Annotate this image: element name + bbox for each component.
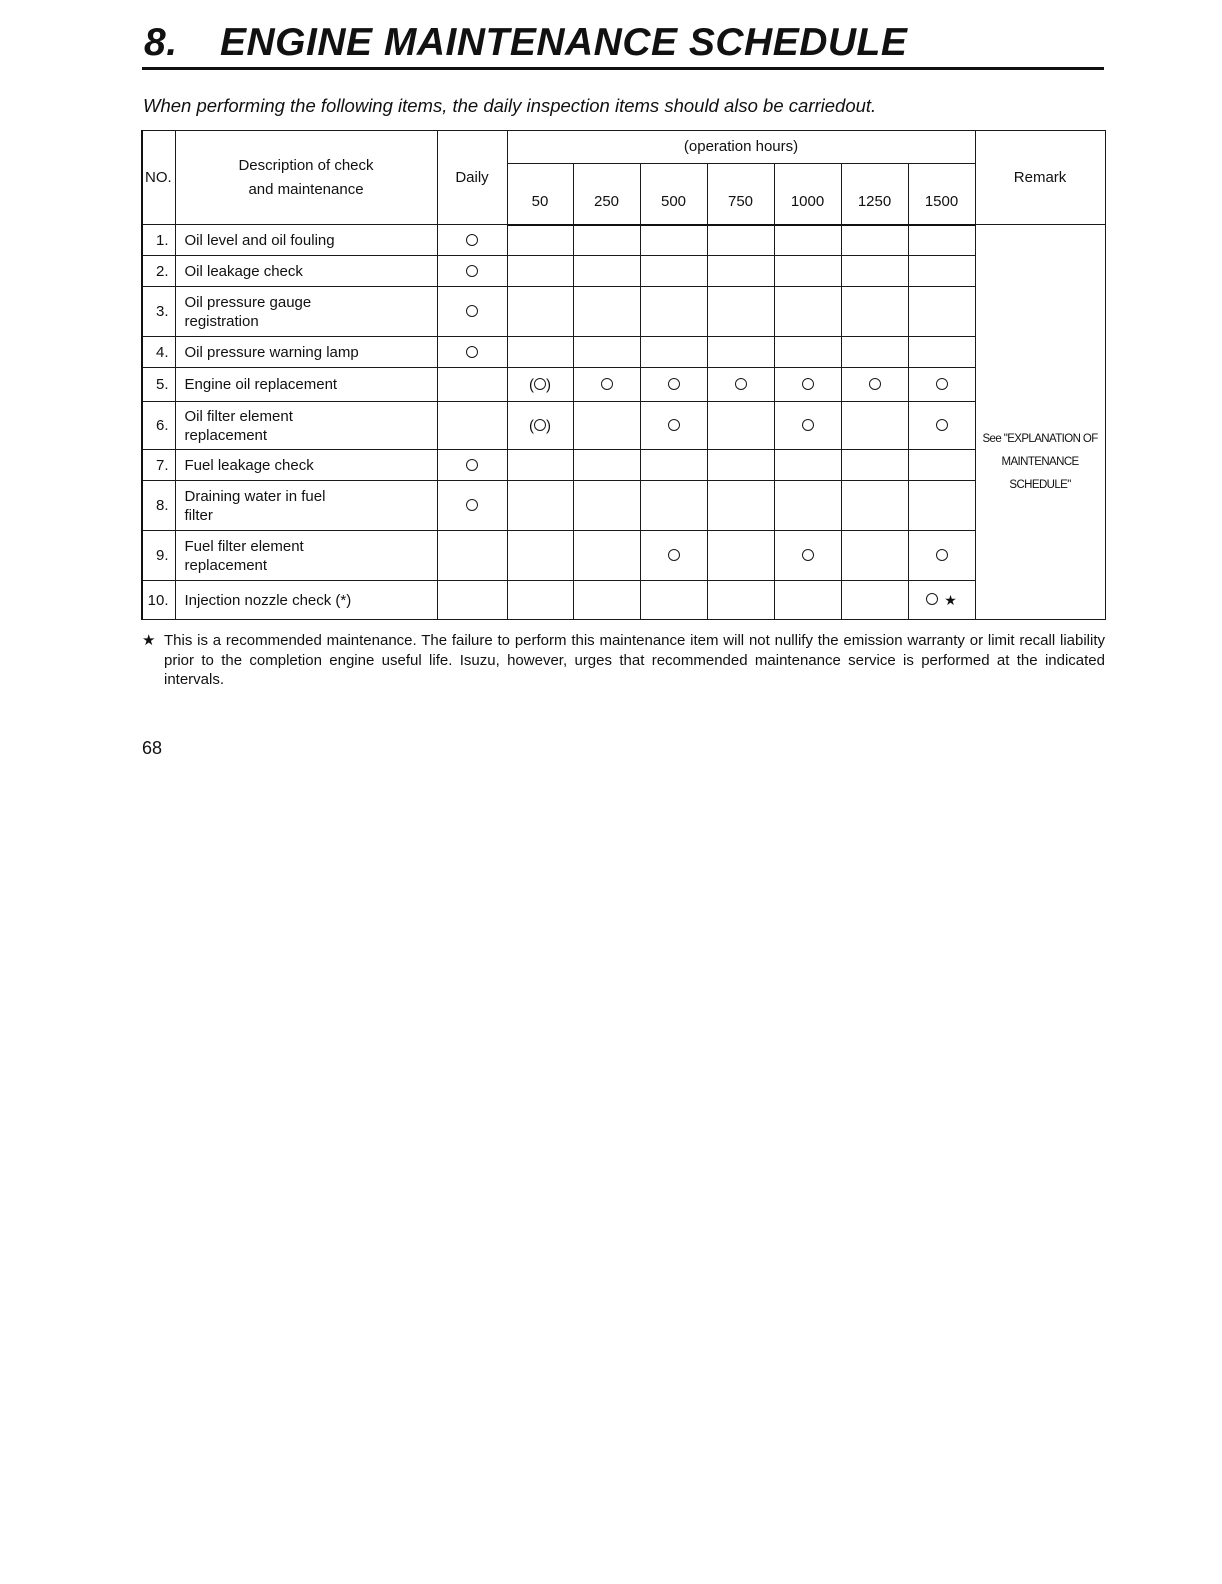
- hours-1500-mark: [908, 256, 975, 287]
- row-number: 5.: [142, 368, 175, 402]
- row-description: [175, 337, 437, 368]
- hours-1000-mark: [774, 581, 841, 620]
- check-circle-icon: [936, 378, 948, 390]
- header-no: NO.: [142, 131, 175, 225]
- daily-mark: [437, 287, 507, 337]
- hours-1500-mark: [908, 402, 975, 450]
- row-description-line1: Oil pressure gauge: [184, 293, 312, 311]
- row-description-line1: Oil leakage check: [184, 262, 303, 280]
- header-remark: Remark: [975, 131, 1105, 225]
- hours-500-mark: [640, 337, 707, 368]
- row-number: 9.: [142, 531, 175, 581]
- hours-750-mark: [707, 581, 774, 620]
- row-description: [175, 581, 437, 620]
- daily-mark: [437, 481, 507, 531]
- hours-1000-mark: [774, 368, 841, 402]
- check-circle-icon: [534, 419, 546, 431]
- row-number: 1.: [142, 225, 175, 256]
- daily-mark: [437, 531, 507, 581]
- hours-1000-mark: [774, 256, 841, 287]
- hours-250-mark: [573, 450, 640, 481]
- row-description: [175, 256, 437, 287]
- hours-250-mark: [573, 531, 640, 581]
- row-number: 10.: [142, 581, 175, 620]
- header-hours-500: 500: [640, 164, 707, 225]
- row-description: [175, 450, 437, 481]
- remark-line2: MAINTENANCE: [1001, 455, 1079, 468]
- hours-1250-mark: [841, 225, 908, 256]
- page-number: 68: [142, 738, 163, 758]
- daily-mark: [437, 450, 507, 481]
- maintenance-schedule-table: [141, 130, 1106, 620]
- hours-50-mark: [507, 225, 573, 256]
- hours-50-mark: [507, 337, 573, 368]
- schedule-body: [142, 225, 1105, 620]
- table-row: [142, 287, 1105, 337]
- check-circle-icon: [869, 378, 881, 390]
- hours-50-mark: ( ): [507, 402, 573, 450]
- row-description-line1: Oil level and oil fouling: [184, 231, 335, 249]
- hours-250-mark: [573, 368, 640, 402]
- check-circle-icon: [466, 305, 478, 317]
- row-description: [175, 531, 437, 581]
- hours-1000-mark: [774, 531, 841, 581]
- row-number: 7.: [142, 450, 175, 481]
- check-circle-icon: [936, 419, 948, 431]
- row-description-line1: Injection nozzle check (*): [184, 591, 352, 609]
- hours-1000-mark: [774, 337, 841, 368]
- hours-500-mark: [640, 450, 707, 481]
- hours-750-mark: [707, 256, 774, 287]
- table-row: [142, 581, 1105, 620]
- hours-500-mark: [640, 256, 707, 287]
- hours-250-mark: [573, 256, 640, 287]
- intro-text: When performing the following items, the daily inspection items should also be carriedout.: [143, 95, 877, 116]
- hours-500-mark: [640, 287, 707, 337]
- hours-50-mark: [507, 450, 573, 481]
- footnote-text: This is a recommended maintenance. The failure to perform this maintenance item will not nullify the emission warranty or limit recall liability prior to the completion engine useful life. Isuzu, however, urges that recommended maintenance service is performed at the indicated intervals.: [164, 632, 1105, 688]
- hours-50-mark: [507, 481, 573, 531]
- hours-750-mark: [707, 450, 774, 481]
- table-row: [142, 368, 1105, 402]
- hours-1250-mark: [841, 450, 908, 481]
- hours-50-mark: [507, 256, 573, 287]
- daily-mark: [437, 581, 507, 620]
- check-circle-icon: [735, 378, 747, 390]
- check-circle-icon: [668, 549, 680, 561]
- hours-1000-mark: [774, 450, 841, 481]
- table-row: [142, 225, 1105, 256]
- header-description-line2: and maintenance: [248, 180, 364, 198]
- hours-500-mark: [640, 368, 707, 402]
- check-circle-icon: [601, 378, 613, 390]
- hours-250-mark: [573, 287, 640, 337]
- footnote: [142, 631, 1105, 690]
- row-description-line2: registration: [184, 312, 259, 330]
- header-hours-1250: 1250: [841, 164, 908, 225]
- hours-500-mark: [640, 531, 707, 581]
- remark-line3: SCHEDULE": [1009, 478, 1071, 491]
- page-title: ENGINE MAINTENANCE SCHEDULE: [220, 21, 908, 64]
- hours-500-mark: [640, 581, 707, 620]
- hours-750-mark: [707, 481, 774, 531]
- hours-750-mark: [707, 287, 774, 337]
- hours-250-mark: [573, 581, 640, 620]
- hours-1000-mark: [774, 481, 841, 531]
- check-circle-icon: [534, 378, 546, 390]
- row-description-line1: Fuel filter element: [184, 537, 304, 555]
- daily-mark: [437, 256, 507, 287]
- hours-1000-mark: [774, 402, 841, 450]
- table-row: [142, 402, 1105, 450]
- check-circle-icon: [466, 459, 478, 471]
- check-circle-icon: [802, 419, 814, 431]
- hours-1500-mark: [908, 531, 975, 581]
- header-daily: Daily: [437, 131, 507, 225]
- star-icon: ★: [944, 591, 957, 608]
- check-circle-icon: [668, 419, 680, 431]
- hours-750-mark: [707, 531, 774, 581]
- table-row: [142, 450, 1105, 481]
- header-operation-hours: (operation hours): [507, 131, 975, 164]
- row-description: [175, 481, 437, 531]
- check-circle-icon: [802, 549, 814, 561]
- row-description: [175, 368, 437, 402]
- header-description: [175, 131, 437, 225]
- hours-1500-mark: [908, 450, 975, 481]
- hours-250-mark: [573, 225, 640, 256]
- hours-250-mark: [573, 402, 640, 450]
- daily-mark: [437, 402, 507, 450]
- hours-1250-mark: [841, 368, 908, 402]
- row-description-line1: Draining water in fuel: [184, 487, 326, 505]
- table-row: [142, 481, 1105, 531]
- hours-1500-mark: [908, 337, 975, 368]
- hours-50-mark: ( ): [507, 368, 573, 402]
- hours-1500-mark: [908, 581, 975, 620]
- section-number: 8.: [144, 21, 178, 64]
- hours-250-mark: [573, 481, 640, 531]
- header-description-line1: Description of check: [238, 156, 374, 174]
- star-icon: ★: [142, 632, 156, 649]
- daily-mark: [437, 368, 507, 402]
- page-heading: [142, 18, 1104, 70]
- daily-mark: [437, 225, 507, 256]
- hours-750-mark: [707, 225, 774, 256]
- daily-mark: [437, 337, 507, 368]
- hours-1250-mark: [841, 531, 908, 581]
- check-circle-icon: [802, 378, 814, 390]
- hours-1250-mark: [841, 337, 908, 368]
- hours-750-mark: [707, 337, 774, 368]
- hours-500-mark: [640, 481, 707, 531]
- row-number: 6.: [142, 402, 175, 450]
- remark-line1: See "EXPLANATION OF: [982, 432, 1098, 445]
- hours-1500-mark: [908, 481, 975, 531]
- row-number: 2.: [142, 256, 175, 287]
- hours-1500-mark: [908, 225, 975, 256]
- hours-50-mark: [507, 581, 573, 620]
- row-number: 3.: [142, 287, 175, 337]
- row-description: [175, 402, 437, 450]
- row-description: [175, 287, 437, 337]
- hours-1250-mark: [841, 256, 908, 287]
- row-description-line1: Oil pressure warning lamp: [184, 343, 359, 361]
- hours-250-mark: [573, 337, 640, 368]
- hours-1000-mark: [774, 287, 841, 337]
- row-description: [175, 225, 437, 256]
- row-description-line2: replacement: [184, 426, 268, 444]
- check-circle-icon: [466, 346, 478, 358]
- row-number: 4.: [142, 337, 175, 368]
- check-circle-icon: [926, 593, 938, 605]
- hours-1500-mark: [908, 287, 975, 337]
- table-row: [142, 256, 1105, 287]
- hours-1250-mark: [841, 402, 908, 450]
- hours-1250-mark: [841, 481, 908, 531]
- check-circle-icon: [936, 549, 948, 561]
- check-circle-icon: [466, 499, 478, 511]
- hours-500-mark: [640, 225, 707, 256]
- row-description-line1: Fuel leakage check: [184, 456, 314, 474]
- hours-1500-mark: [908, 368, 975, 402]
- check-circle-icon: [668, 378, 680, 390]
- hours-1250-mark: [841, 287, 908, 337]
- row-description-line1: Oil filter element: [184, 407, 293, 425]
- table-row: [142, 531, 1105, 581]
- hours-1250-mark: [841, 581, 908, 620]
- check-circle-icon: [466, 234, 478, 246]
- row-number: 8.: [142, 481, 175, 531]
- row-description-line2: replacement: [184, 556, 268, 574]
- hours-50-mark: [507, 287, 573, 337]
- row-description-line1: Engine oil replacement: [184, 376, 338, 393]
- header-hours-50: 50: [507, 164, 573, 225]
- check-circle-icon: [466, 265, 478, 277]
- header-hours-750: 750: [707, 164, 774, 225]
- hours-1000-mark: [774, 225, 841, 256]
- hours-750-mark: [707, 402, 774, 450]
- remark-cell: [975, 225, 1105, 620]
- hours-50-mark: [507, 531, 573, 581]
- header-hours-1000: 1000: [774, 164, 841, 225]
- header-hours-1500: 1500: [908, 164, 975, 225]
- hours-750-mark: [707, 368, 774, 402]
- table-row: [142, 337, 1105, 368]
- hours-500-mark: [640, 402, 707, 450]
- row-description-line2: filter: [184, 506, 213, 524]
- header-hours-250: 250: [573, 164, 640, 225]
